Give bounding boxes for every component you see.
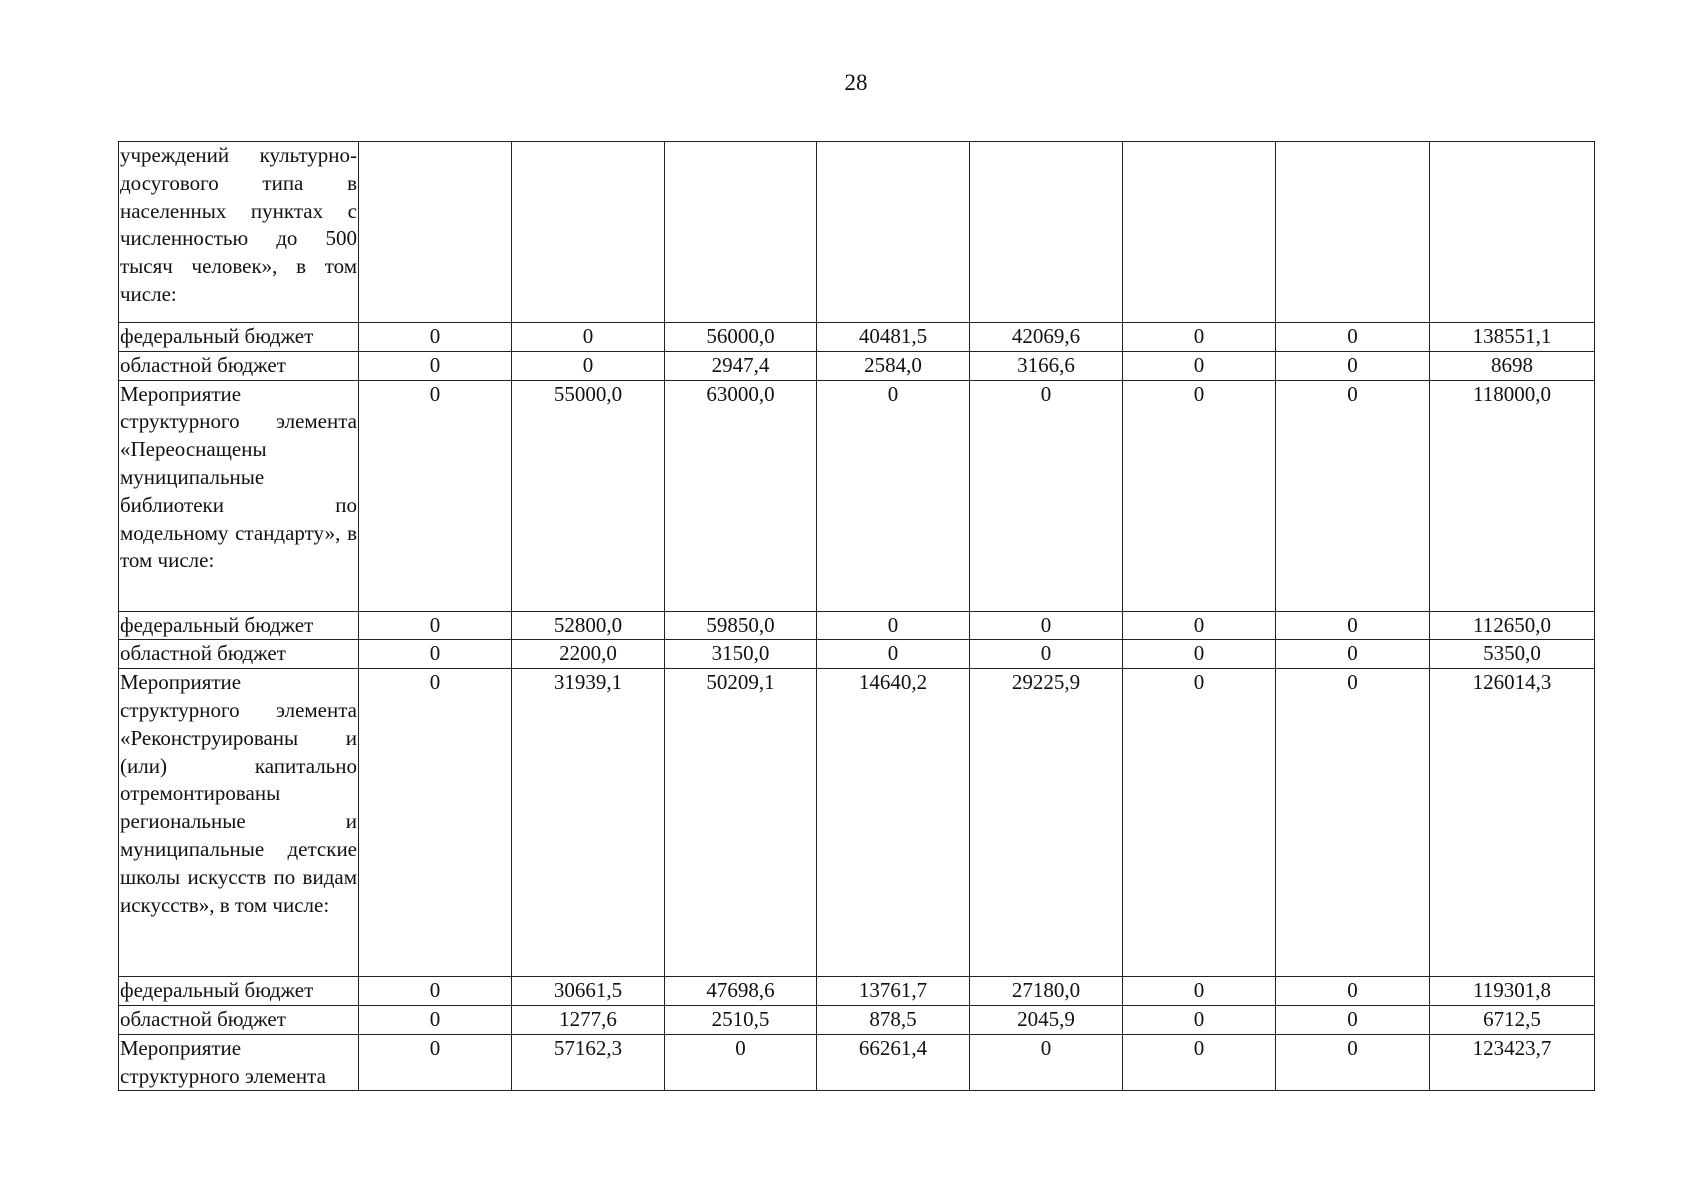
cell-value: 0 [429, 381, 441, 406]
value-cell [970, 323, 1123, 352]
value-cell [970, 640, 1123, 669]
table-body [119, 142, 1595, 1091]
row-label: Мероприятие структурного элемента «Переоснащены муниципальные библиотеки по модельному стандарту», в том числе: [120, 381, 357, 573]
row-label: Мероприятие структурного элемента [120, 1035, 326, 1088]
row-label-cell [119, 611, 359, 640]
value-cell [970, 611, 1123, 640]
value-cell [1123, 323, 1276, 352]
cell-value: 0 [1347, 352, 1358, 377]
value-cell [359, 640, 512, 669]
cell-value: 0 [1193, 1035, 1205, 1060]
value-cell [1430, 142, 1595, 323]
value-cell [970, 977, 1123, 1006]
value-cell [1276, 380, 1430, 611]
value-cell [1430, 977, 1595, 1006]
cell-value: 0 [1040, 612, 1052, 637]
cell-value: 119301,8 [1473, 978, 1551, 1003]
cell-value: 1277,6 [559, 1006, 617, 1031]
value-cell [970, 1005, 1123, 1034]
cell-value: 63000,0 [706, 381, 775, 406]
value-cell [817, 977, 970, 1006]
cell-value: 42069,6 [1011, 324, 1081, 348]
cell-value: 0 [429, 978, 441, 1003]
value-cell [512, 611, 665, 640]
cell-value: 0 [1193, 641, 1205, 666]
value-cell [665, 1005, 817, 1034]
cell-value: 0 [1193, 324, 1205, 348]
cell-value: 0 [1347, 381, 1358, 406]
value-cell [817, 640, 970, 669]
value-cell [970, 669, 1123, 977]
value-cell [1123, 142, 1276, 323]
value-cell [512, 323, 665, 352]
cell-value: 29225,9 [1011, 670, 1081, 695]
value-cell [359, 669, 512, 977]
value-cell [1430, 380, 1595, 611]
value-cell [817, 669, 970, 977]
cell-value: 30661,5 [553, 978, 623, 1003]
value-cell [512, 1005, 665, 1034]
cell-value: 118000,0 [1473, 381, 1551, 406]
value-cell [512, 380, 665, 611]
value-cell [359, 1005, 512, 1034]
cell-value: 0 [1347, 324, 1358, 348]
cell-value: 0 [1347, 641, 1358, 666]
cell-value: 47698,6 [706, 978, 775, 1003]
cell-value: 66261,4 [858, 1035, 928, 1060]
value-cell [1276, 351, 1430, 380]
cell-value: 0 [1193, 352, 1205, 377]
value-cell [1276, 142, 1430, 323]
value-cell [665, 380, 817, 611]
value-cell [970, 142, 1123, 323]
cell-value: 8698 [1491, 352, 1533, 377]
value-cell [1123, 640, 1276, 669]
value-cell [512, 351, 665, 380]
table-row [119, 1005, 1595, 1034]
cell-value: 0 [429, 641, 441, 666]
cell-value: 2584,0 [864, 352, 922, 377]
cell-value: 2045,9 [1017, 1006, 1075, 1031]
value-cell [817, 351, 970, 380]
table-row [119, 142, 1595, 323]
row-label: федеральный бюджет [120, 324, 314, 348]
cell-value: 50209,1 [706, 670, 775, 695]
value-cell [1276, 1005, 1430, 1034]
value-cell [665, 323, 817, 352]
value-cell [512, 977, 665, 1006]
value-cell [359, 611, 512, 640]
cell-value: 59850,0 [706, 612, 775, 637]
value-cell [1276, 323, 1430, 352]
value-cell [1123, 669, 1276, 977]
value-cell [665, 977, 817, 1006]
value-cell [1123, 977, 1276, 1006]
row-label-cell [119, 323, 359, 352]
value-cell [1430, 351, 1595, 380]
value-cell [1123, 1034, 1276, 1091]
table-row [119, 611, 1595, 640]
cell-value: 2510,5 [711, 1006, 770, 1031]
value-cell [817, 1034, 970, 1091]
cell-value: 0 [1347, 1006, 1358, 1031]
row-label-cell [119, 1005, 359, 1034]
value-cell [817, 380, 970, 611]
cell-value: 13761,7 [858, 978, 928, 1003]
row-label: учреждений культурно-досугового типа в населенных пунктах с численностью до 500 тысяч человек», в том числе: [120, 143, 357, 306]
cell-value: 0 [1193, 381, 1205, 406]
cell-value: 0 [1193, 670, 1205, 695]
value-cell [665, 1034, 817, 1091]
cell-value: 0 [887, 381, 899, 406]
cell-value: 3166,6 [1017, 352, 1075, 377]
cell-value: 878,5 [869, 1006, 917, 1031]
value-cell [359, 1034, 512, 1091]
value-cell [1276, 977, 1430, 1006]
table-row [119, 351, 1595, 380]
cell-value: 0 [1347, 1035, 1358, 1060]
table-row [119, 977, 1595, 1006]
value-cell [1430, 611, 1595, 640]
row-label-cell [119, 1034, 359, 1091]
cell-value: 0 [1193, 1006, 1205, 1031]
cell-value: 0 [1040, 1035, 1052, 1060]
cell-value: 0 [429, 612, 441, 637]
value-cell [359, 351, 512, 380]
row-label: федеральный бюджет [120, 978, 314, 1003]
table-row [119, 380, 1595, 611]
cell-value: 6712,5 [1483, 1006, 1541, 1031]
value-cell [665, 351, 817, 380]
cell-value: 0 [582, 324, 594, 348]
value-cell [1123, 1005, 1276, 1034]
cell-value: 2200,0 [559, 641, 617, 666]
value-cell [970, 380, 1123, 611]
cell-value: 123423,7 [1472, 1035, 1552, 1060]
row-label-cell [119, 640, 359, 669]
value-cell [1123, 611, 1276, 640]
value-cell [1276, 1034, 1430, 1091]
value-cell [817, 142, 970, 323]
value-cell [512, 142, 665, 323]
value-cell [1430, 669, 1595, 977]
cell-value: 0 [887, 641, 899, 666]
cell-value: 14640,2 [858, 670, 928, 695]
cell-value: 0 [1347, 978, 1358, 1003]
value-cell [665, 142, 817, 323]
value-cell [1430, 1005, 1595, 1034]
value-cell [1430, 1034, 1595, 1091]
row-label-cell [119, 380, 359, 611]
value-cell [512, 1034, 665, 1091]
budget-table [118, 141, 1595, 1091]
cell-value: 57162,3 [553, 1035, 623, 1060]
cell-value: 31939,1 [553, 670, 623, 695]
cell-value: 0 [429, 324, 441, 348]
value-cell [970, 351, 1123, 380]
cell-value: 2947,4 [711, 352, 770, 377]
value-cell [817, 1005, 970, 1034]
cell-value: 0 [1347, 612, 1358, 637]
cell-value: 55000,0 [553, 381, 623, 406]
value-cell [1430, 640, 1595, 669]
cell-value: 0 [1040, 381, 1052, 406]
cell-value: 0 [887, 612, 899, 637]
cell-value: 0 [429, 670, 441, 695]
cell-value: 52800,0 [553, 612, 623, 637]
cell-value: 0 [1193, 978, 1205, 1003]
cell-value: 0 [1347, 670, 1358, 695]
page-number: 28 [844, 70, 868, 95]
cell-value: 3150,0 [711, 641, 770, 666]
cell-value: 0 [429, 1006, 441, 1031]
value-cell [359, 142, 512, 323]
table-row [119, 323, 1595, 352]
value-cell [1276, 640, 1430, 669]
row-label-cell [119, 142, 359, 323]
value-cell [359, 323, 512, 352]
row-label-cell [119, 977, 359, 1006]
value-cell [1430, 323, 1595, 352]
table-row [119, 640, 1595, 669]
cell-value: 0 [735, 1035, 746, 1060]
value-cell [359, 380, 512, 611]
value-cell [817, 323, 970, 352]
value-cell [970, 1034, 1123, 1091]
row-label-cell [119, 351, 359, 380]
value-cell [512, 669, 665, 977]
table-row [119, 669, 1595, 977]
row-label: областной бюджет [120, 641, 286, 666]
row-label: Мероприятие структурного элемента «Реконструированы и (или) капитально отремонтированы региональные и муниципальные детские школы искусств по видам искусств», в том числе: [120, 670, 357, 917]
value-cell [665, 611, 817, 640]
row-label: областной бюджет [120, 352, 286, 377]
value-cell [1276, 611, 1430, 640]
cell-value: 0 [582, 352, 594, 377]
cell-value: 40481,5 [858, 324, 928, 348]
cell-value: 0 [429, 1035, 441, 1060]
cell-value: 0 [1040, 641, 1052, 666]
cell-value: 0 [429, 352, 441, 377]
row-label-cell [119, 669, 359, 977]
cell-value: 138551,1 [1472, 324, 1552, 348]
value-cell [665, 640, 817, 669]
value-cell [359, 977, 512, 1006]
table-row [119, 1034, 1595, 1091]
cell-value: 5350,0 [1483, 641, 1541, 666]
cell-value: 0 [1193, 612, 1205, 637]
row-label: федеральный бюджет [120, 612, 314, 637]
row-label: областной бюджет [120, 1006, 286, 1031]
cell-value: 126014,3 [1472, 670, 1552, 695]
cell-value: 27180,0 [1011, 978, 1081, 1003]
value-cell [817, 611, 970, 640]
value-cell [1276, 669, 1430, 977]
value-cell [1123, 380, 1276, 611]
cell-value: 112650,0 [1473, 612, 1551, 637]
cell-value: 56000,0 [706, 324, 775, 348]
value-cell [512, 640, 665, 669]
value-cell [665, 669, 817, 977]
value-cell [1123, 351, 1276, 380]
